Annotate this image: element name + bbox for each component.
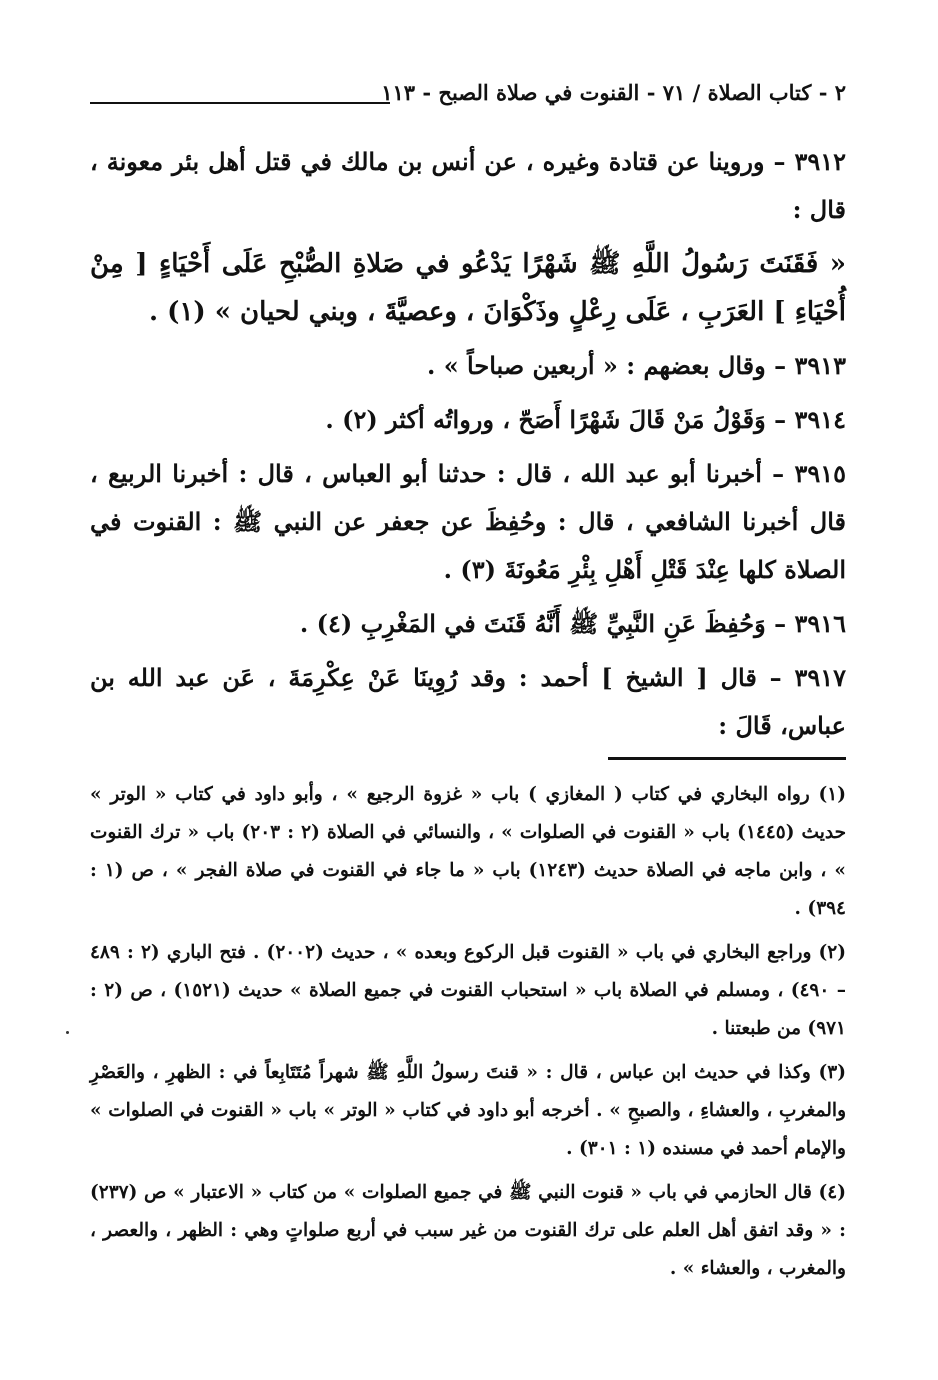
footnote-3: (٣) وكذا في حديث ابن عباس ، قال : « قنتَ رسولُ اللَّهِ ﷺ شهراً مُتَتَابِعاً في : الظهرِ ، والعَصْرِ والمغربِ ، والعشاءِ ، والصبحِ » . أخرجه أبو داود في كتاب « الوتر » باب « القنوت في الصلوات » والإمام أحمد في مسنده (١ : ٣٠١) .	[90, 1062, 846, 1159]
hadith-3917: ٣٩١٧ – قال [ الشيخ ] أحمد : وقد رُوِينَا عَنْ عِكْرِمَةَ ، عَن عبد الله بن عباس، قَالَ :	[90, 663, 846, 740]
hadith-quote-qunut-month: « فَقَنَتَ رَسُولُ اللَّهِ ﷺ شَهْرًا يَدْعُو في صَلاةِ الصُّبْحِ عَلَى أَحْيَاءٍ [ مِنْ أُحْيَاءِ ] العَرَبِ ، عَلَى رِعْلٍ وذَكْوَانَ ، وعصيَّةَ ، وبني لحيان » (١) .	[90, 249, 846, 327]
hadith-3914: ٣٩١٤ – وَقَوْلُ مَنْ قَالَ شَهْرًا أَصَحّ ، ورواتُه أكثر (٢) .	[325, 405, 846, 434]
footnote-4: (٤) قال الحازمي في باب « قنوت النبي ﷺ في جميع الصلوات » من كتاب « الاعتبار » ص (٢٣٧) : « وقد اتفق أهل العلم على ترك القنوت من غير سبب في أربع صلواتٍ وهي : الظهر ، والعصر ، والمغرب ، والعشاء » .	[90, 1182, 846, 1279]
footnotes	[90, 776, 846, 1294]
running-title: ٢ - كتاب الصلاة / ٧١ - القنوت في صلاة الصبح - ١١٣	[381, 80, 846, 105]
hadith-3916: ٣٩١٦ – وَحُفِظَ عَنِ النَّبِيِّ ﷺ أَنَّهُ قَنَتَ في المَغْرِبِ (٤) .	[299, 609, 846, 638]
running-header	[90, 78, 846, 108]
scan-speck	[66, 1031, 69, 1034]
hadith-3915: ٣٩١٥ – أخبرنا أبو عبد الله ، قال : حدثنا أبو العباس ، قال : أخبرنا الربيع ، قال أخبرنا الشافعي ، قال : وحُفِظَ عن جعفر عن النبي ﷺ : القنوت في الصلاة كلها عِنْدَ قَتْلِ أَهْلِ بِئْرِ مَعُونَةَ (٣) .	[90, 459, 846, 584]
header-rule	[90, 102, 390, 104]
footnote-2: (٢) وراجع البخاري في باب « القنوت قبل الركوع وبعده » ، حديث (٢٠٠٢) . فتح الباري (٢ : ٤٨٩ – ٤٩٠) ، ومسلم في الصلاة باب « استحباب القنوت في جميع الصلاة » حديث (١٥٢١) ، ص (٢ : ٩٧١) من طبعتنا .	[90, 942, 846, 1039]
footnote-separator	[608, 757, 846, 760]
footnote-1: (١) رواه البخاري في كتاب ( المغازي ) باب « غزوة الرجيع » ، وأبو داود في كتاب « الوتر » حديث (١٤٤٥) باب « القنوت في الصلوات » ، والنسائي في الصلاة (٢ : ٢٠٣) باب « ترك القنوت » ، وابن ماجه في الصلاة حديث (١٢٤٣) باب « ما جاء في القنوت في صلاة الفجر » ، ص (١ : ٣٩٤) .	[90, 784, 847, 919]
hadith-3913: ٣٩١٣ – وقال بعضهم : « أربعين صباحاً » .	[426, 351, 846, 380]
main-text	[90, 138, 846, 756]
hadith-3912: ٣٩١٢ – وروينا عن قتادة وغيره ، عن أنس بن مالك في قتل أهل بئر معونة ، قال :	[90, 147, 846, 224]
